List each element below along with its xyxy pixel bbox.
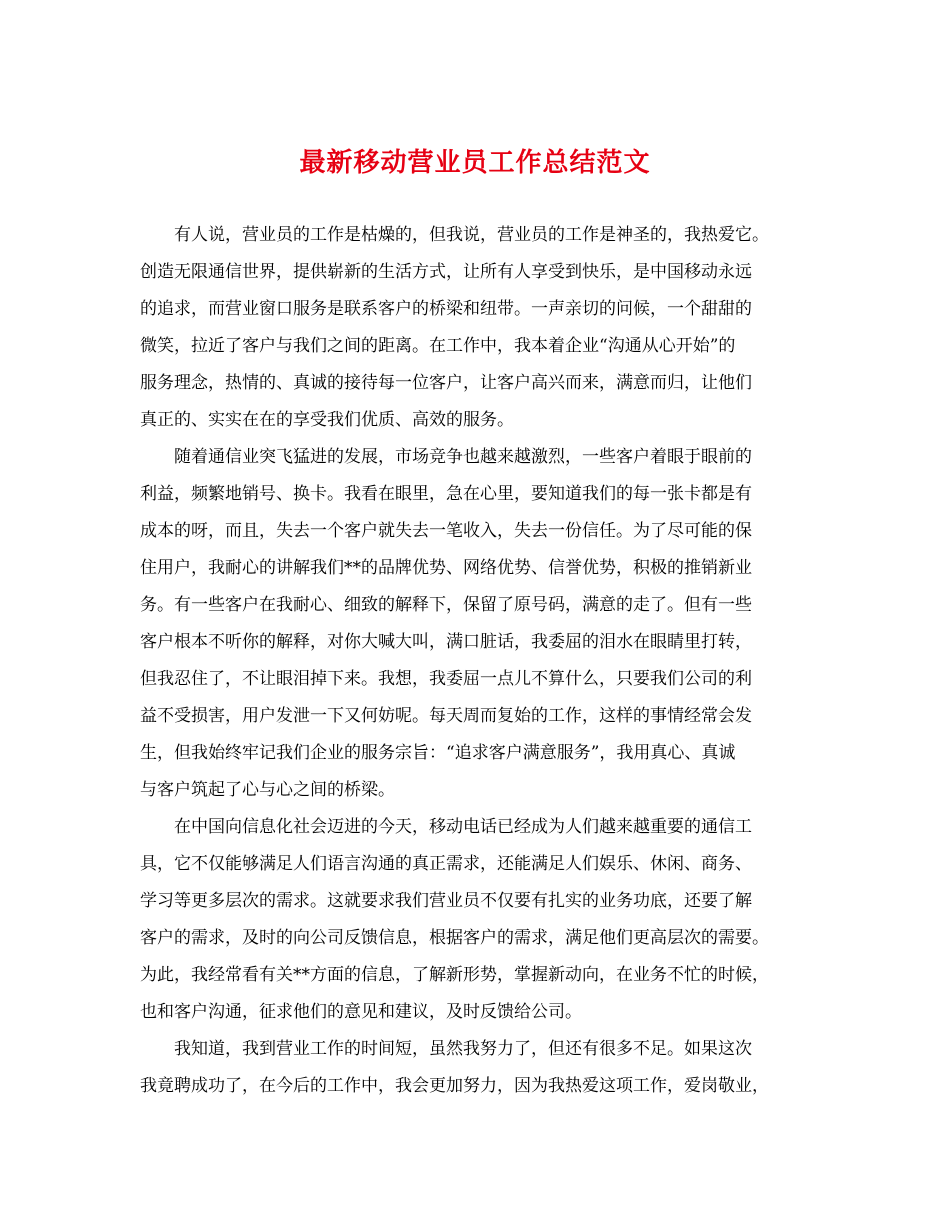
- text-line: 在中国向信息化社会迈进的今天，移动电话已经成为人们越来越重要的通信工: [174, 817, 752, 837]
- document-title: 最新移动营业员工作总结范文: [299, 148, 651, 178]
- text-line: 住用户，我耐心的讲解我们**的品牌优势、网络优势、信誉优势，积极的推销新业: [140, 558, 752, 578]
- text-line: 但我忍住了，不让眼泪掉下来。我想，我委屈一点儿不算什么，只要我们公司的利: [140, 669, 752, 689]
- text-line: 客户的需求，及时的向公司反馈信息，根据客户的需求，满足他们更高层次的需要。: [140, 928, 769, 948]
- text-line: 真正的、实实在在的享受我们优质、高效的服务。: [140, 410, 514, 430]
- text-line: 有人说，营业员的工作是枯燥的，但我说，营业员的工作是神圣的，我热爱它。: [174, 225, 769, 245]
- text-line: 具，它不仅能够满足人们语言沟通的真正需求，还能满足人们娱乐、休闲、商务、: [140, 854, 752, 874]
- text-line: 创造无限通信世界，提供崭新的生活方式，让所有人享受到快乐，是中国移动永远: [140, 262, 752, 282]
- text-line: 益不受损害，用户发泄一下又何妨呢。每天周而复始的工作，这样的事情经常会发: [140, 706, 752, 726]
- text-line: 随着通信业突飞猛进的发展，市场竞争也越来越激烈，一些客户着眼于眼前的: [174, 447, 752, 467]
- text-line: 利益，频繁地销号、换卡。我看在眼里，急在心里，要知道我们的每一张卡都是有: [140, 484, 752, 504]
- text-line: 服务理念，热情的、真诚的接待每一位客户，让客户高兴而来，满意而归，让他们: [140, 373, 752, 393]
- text-line: 我知道，我到营业工作的时间短，虽然我努力了，但还有很多不足。如果这次: [174, 1039, 752, 1059]
- text-line: 为此，我经常看有关**方面的信息，了解新形势，掌握新动向，在业务不忙的时候，: [140, 965, 769, 985]
- text-line: 的追求，而营业窗口服务是联系客户的桥梁和纽带。一声亲切的问候，一个甜甜的: [140, 299, 752, 319]
- document-body: [140, 217, 820, 1105]
- text-line: 客户根本不听你的解释，对你大喊大叫，满口脏话，我委屈的泪水在眼睛里打转，: [140, 632, 752, 652]
- text-line: 成本的呀，而且，失去一个客户就失去一笔收入，失去一份信任。为了尽可能的保: [140, 521, 752, 541]
- text-line: 也和客户沟通，征求他们的意见和建议，及时反馈给公司。: [140, 1002, 582, 1022]
- text-line: 我竟聘成功了，在今后的工作中，我会更加努力，因为我热爱这项工作，爱岗敬业，: [140, 1076, 769, 1096]
- text-line: 微笑，拉近了客户与我们之间的距离。在工作中，我本着企业“沟通从心开始”的: [140, 336, 736, 356]
- text-line: 与客户筑起了心与心之间的桥梁。: [140, 780, 395, 800]
- text-line: 生，但我始终牢记我们企业的服务宗旨：“追求客户满意服务”，我用真心、真诚: [140, 743, 736, 763]
- text-line: 务。有一些客户在我耐心、细致的解释下，保留了原号码，满意的走了。但有一些: [140, 595, 752, 615]
- text-line: 学习等更多层次的需求。这就要求我们营业员不仅要有扎实的业务功底，还要了解: [140, 891, 752, 911]
